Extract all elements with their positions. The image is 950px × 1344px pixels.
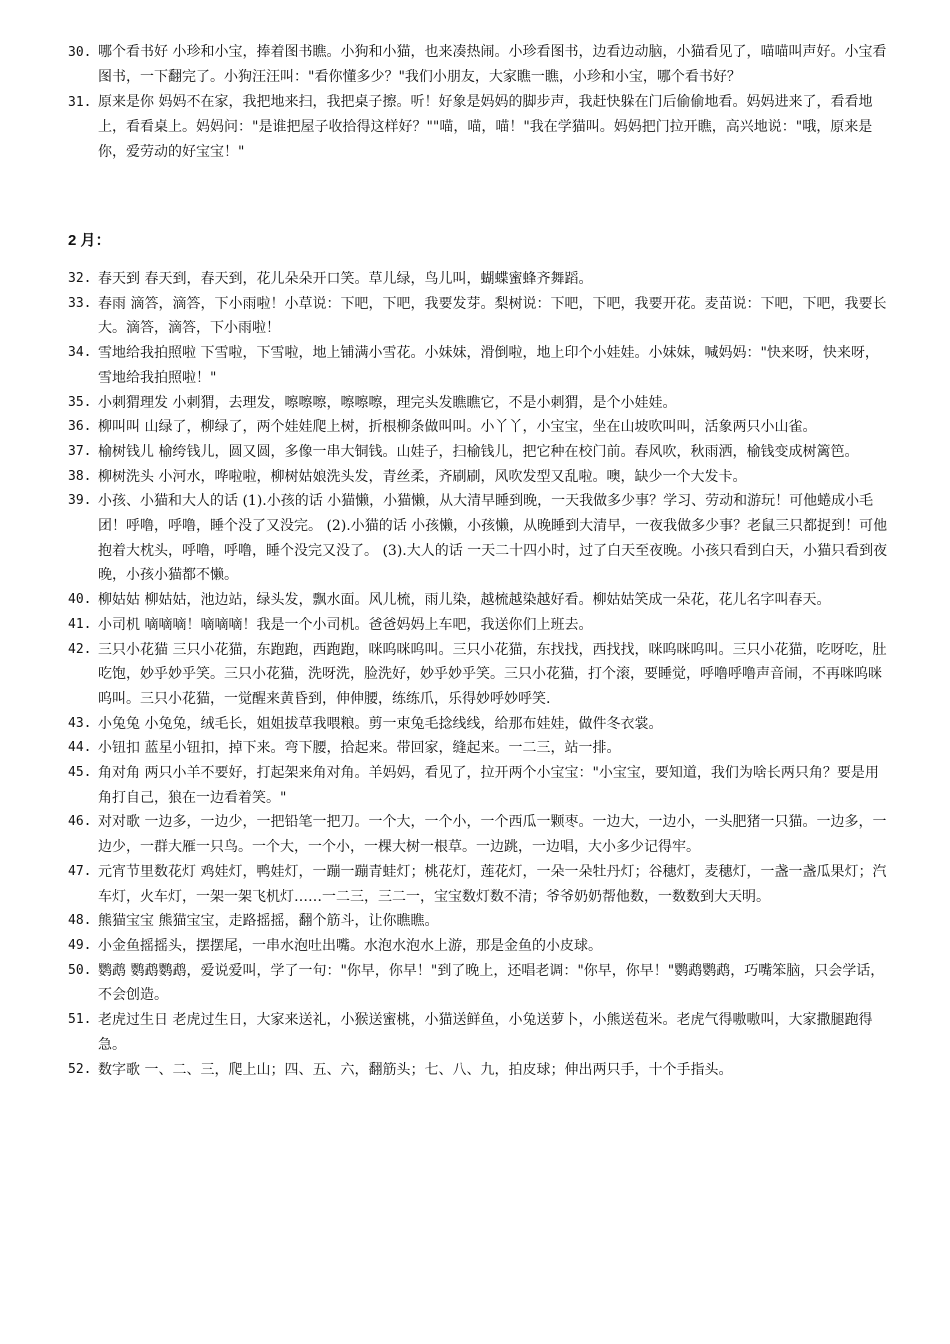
poem-list-february xyxy=(68,267,892,1082)
poem-item xyxy=(68,613,892,638)
poem-item xyxy=(68,638,892,712)
poem-number: 39. xyxy=(68,493,92,509)
poem-text: 三只小花猫 三只小花猫，东跑跑，西跑跑，咪呜咪呜叫。三只小花猫，东找找，西找找，咪呜咪呜叫。三只小花猫，吃呀吃，肚吃饱，妙乎妙乎笑。三只小花猫，洗呀洗，脸洗好，妙乎妙乎笑。三只小花猫，打个滚，要睡觉，呼噜呼噜声音闹，不再咪呜咪呜叫。三只小花猫，一觉醒来黄昏到，伸伸腰，练练爪，乐得妙呼妙呼笑. xyxy=(98,641,887,707)
poem-text: 老虎过生日 老虎过生日，大家来送礼，小猴送蜜桃，小猫送鲜鱼，小兔送萝卜，小熊送苞米。老虎气得嗷嗷叫，大家撒腿跑得急。 xyxy=(98,1012,873,1053)
poem-item xyxy=(68,415,892,440)
poem-number: 50. xyxy=(68,962,92,978)
poem-item xyxy=(68,267,892,292)
poem-text: 春天到 春天到，春天到，花儿朵朵开口笑。草儿绿，鸟儿叫，蝴蝶蜜蜂齐舞蹈。 xyxy=(98,271,593,287)
poem-number: 44. xyxy=(68,740,92,756)
poem-item xyxy=(68,391,892,416)
poem-number: 45. xyxy=(68,765,92,781)
poem-item xyxy=(68,1008,892,1057)
poem-item xyxy=(68,959,892,1008)
poem-item xyxy=(68,909,892,934)
poem-number: 37. xyxy=(68,443,92,459)
poem-item xyxy=(68,736,892,761)
poem-item xyxy=(68,712,892,737)
poem-item xyxy=(68,489,892,588)
poem-text: 原来是你 妈妈不在家，我把地来扫，我把桌子擦。听！好象是妈妈的脚步声，我赶快躲在门后偷偷地看。妈妈进来了，看看地上，看看桌上。妈妈问："是谁把屋子收拾得这样好？""喵，喵，喵！"我在学猫叫。妈妈把门拉开瞧，高兴地说："哦，原来是你，爱劳动的好宝宝！" xyxy=(98,94,873,160)
poem-item xyxy=(68,90,892,165)
poem-item xyxy=(68,1058,892,1083)
poem-item xyxy=(68,860,892,909)
section-heading-february: 2 月： xyxy=(68,232,111,249)
poem-number: 52. xyxy=(68,1061,92,1077)
poem-number: 32. xyxy=(68,271,92,286)
poem-item xyxy=(68,292,892,341)
poem-text: 小兔兔 小兔兔，绒毛长，姐姐拔草我喂粮。剪一束兔毛捻线线，给那布娃娃，做件冬衣裳。 xyxy=(98,715,663,732)
poem-text: 小司机 嘀嘀嘀！嘀嘀嘀！我是一个小司机。爸爸妈妈上车吧，我送你们上班去。 xyxy=(98,616,593,633)
poem-number: 30. xyxy=(68,45,92,60)
poem-text: 角对角 两只小羊不要好，打起架来角对角。羊妈妈，看见了，拉开两个小宝宝："小宝宝，要知道，我们为啥长两只角？要是用角打自己，狼在一边看着笑。" xyxy=(98,765,879,806)
poem-text: 小刺猬理发 小刺猬，去理发，嚓嚓嚓，嚓嚓嚓，理完头发瞧瞧它，不是小刺猬，是个小娃娃。 xyxy=(98,394,677,411)
poem-number: 40. xyxy=(68,592,92,608)
poem-text: 榆树钱儿 榆绔钱儿，圆又圆，多像一串大铜钱。山娃子，扫榆钱儿，把它种在校门前。春风吹，秋雨洒，榆钱变成树篱笆。 xyxy=(98,443,859,460)
poem-text: 柳叫叫 山绿了，柳绿了，两个娃娃爬上树，折根柳条做叫叫。小丫丫，小宝宝，坐在山坡吹叫叫，活象两只小山雀。 xyxy=(98,419,817,436)
poem-text: 小金鱼摇摇头，摆摆尾，一串水泡吐出嘴。水泡水泡水上游，那是金鱼的小皮球。 xyxy=(98,937,602,954)
poem-text: 哪个看书好 小珍和小宝，捧着图书瞧。小狗和小猫，也来凑热闹。小珍看图书，边看边动脑，小猫看见了，喵喵叫声好。小宝看图书，一下翻完了。小狗汪汪叫："看你懂多少？"我们小朋友，大家瞧一瞧，小珍和小宝，哪个看书好？ xyxy=(98,44,887,85)
poem-text: 小钮扣 蓝星小钮扣，掉下来。弯下腰，拾起来。带回家，缝起来。一二三，站一排。 xyxy=(98,740,621,757)
poem-list-january xyxy=(68,40,892,165)
poem-item xyxy=(68,465,892,490)
poem-text: 柳姑姑 柳姑姑，池边站，绿头发，飘水面。风儿梳，雨儿染，越梳越染越好看。柳姑姑笑成一朵花，花儿名字叫春天。 xyxy=(98,592,831,609)
poem-number: 38. xyxy=(68,468,92,484)
poem-item xyxy=(68,761,892,810)
poem-item xyxy=(68,810,892,859)
poem-number: 41. xyxy=(68,616,92,632)
poem-text: 鹦鹉 鹦鹉鹦鹉，爱说爱叫，学了一句："你早，你早！"到了晚上，还唱老调："你早，你早！"鹦鹉鹦鹉，巧嘴笨脑，只会学话，不会创造。 xyxy=(98,962,885,1004)
poem-item xyxy=(68,440,892,465)
poem-item xyxy=(68,341,892,390)
poem-text: 元宵节里数花灯 鸡娃灯，鸭娃灯，一蹦一蹦青蛙灯；桃花灯，莲花灯，一朵一朵牡丹灯；谷穗灯，麦穗灯，一盏一盏瓜果灯；汽车灯，火车灯，一架一架飞机灯……一二三，三二一，宝宝数灯数不清；爷爷奶奶帮他数，一数数到大天明。 xyxy=(98,863,887,905)
poem-item xyxy=(68,934,892,959)
poem-item xyxy=(68,40,892,90)
poem-number: 43. xyxy=(68,715,92,731)
poem-number: 42. xyxy=(68,641,92,657)
poem-text: 对对歌 一边多，一边少，一把铅笔一把刀。一个大，一个小，一个西瓜一颗枣。一边大，一边小，一头肥猪一只猫。一边多，一边少，一群大雁一只鸟。一个大，一个小，一棵大树一根草。一边跳，一边唱，大小多少记得牢。 xyxy=(98,814,887,856)
poem-number: 35. xyxy=(68,394,92,410)
poem-text: 春雨 滴答，滴答，下小雨啦！小草说：下吧，下吧，我要发芽。梨树说：下吧，下吧，我要开花。麦苗说：下吧，下吧，我要长大。滴答，滴答，下小雨啦！ xyxy=(98,295,887,337)
poem-number: 49. xyxy=(68,937,92,953)
poem-number: 34. xyxy=(68,345,92,361)
poem-number: 36. xyxy=(68,419,92,435)
poem-number: 51. xyxy=(68,1012,92,1028)
poem-text: 熊猫宝宝 熊猫宝宝，走路摇摇，翻个筋斗，让你瞧瞧。 xyxy=(98,913,439,930)
poem-number: 47. xyxy=(68,863,92,879)
poem-text: 雪地给我拍照啦 下雪啦，下雪啦，地上铺满小雪花。小妹妹，滑倒啦，地上印个小娃娃。小妹妹，喊妈妈："快来呀，快来呀，雪地给我拍照啦！" xyxy=(98,345,879,386)
poem-text: 小孩、小猫和大人的话 (1).小孩的话 小猫懒，小猫懒，从大清早睡到晚，一天我做多少事？学习、劳动和游玩！可他蜷成小毛团！呼噜，呼噜，睡个没了又没完。 (2).小猫的话 小孩懒，小孩懒，从晚睡到大清早，一夜我做多少事？老鼠三只都捉到！可他抱着大枕头，呼噜，呼噜，睡个没完又没了。 (3).大人的话 一天二十四小时，过了白天至夜晚。小孩只看到白天，小猫只看到夜晚，小孩小猫都不懒。 xyxy=(98,493,888,584)
poem-number: 48. xyxy=(68,913,92,929)
poem-number: 46. xyxy=(68,814,92,830)
poem-item xyxy=(68,588,892,613)
poem-number: 31. xyxy=(68,95,92,110)
poem-text: 柳树洗头 小河水，哗啦啦，柳树姑娘洗头发，青丝柔，齐刷刷，风吹发型又乱啦。噢，缺少一个大发卡。 xyxy=(98,468,747,485)
poem-text: 数字歌 一、二、三，爬上山；四、五、六，翻筋头；七、八、九，拍皮球；伸出两只手，十个手指头。 xyxy=(98,1061,733,1078)
poem-number: 33. xyxy=(68,295,92,311)
